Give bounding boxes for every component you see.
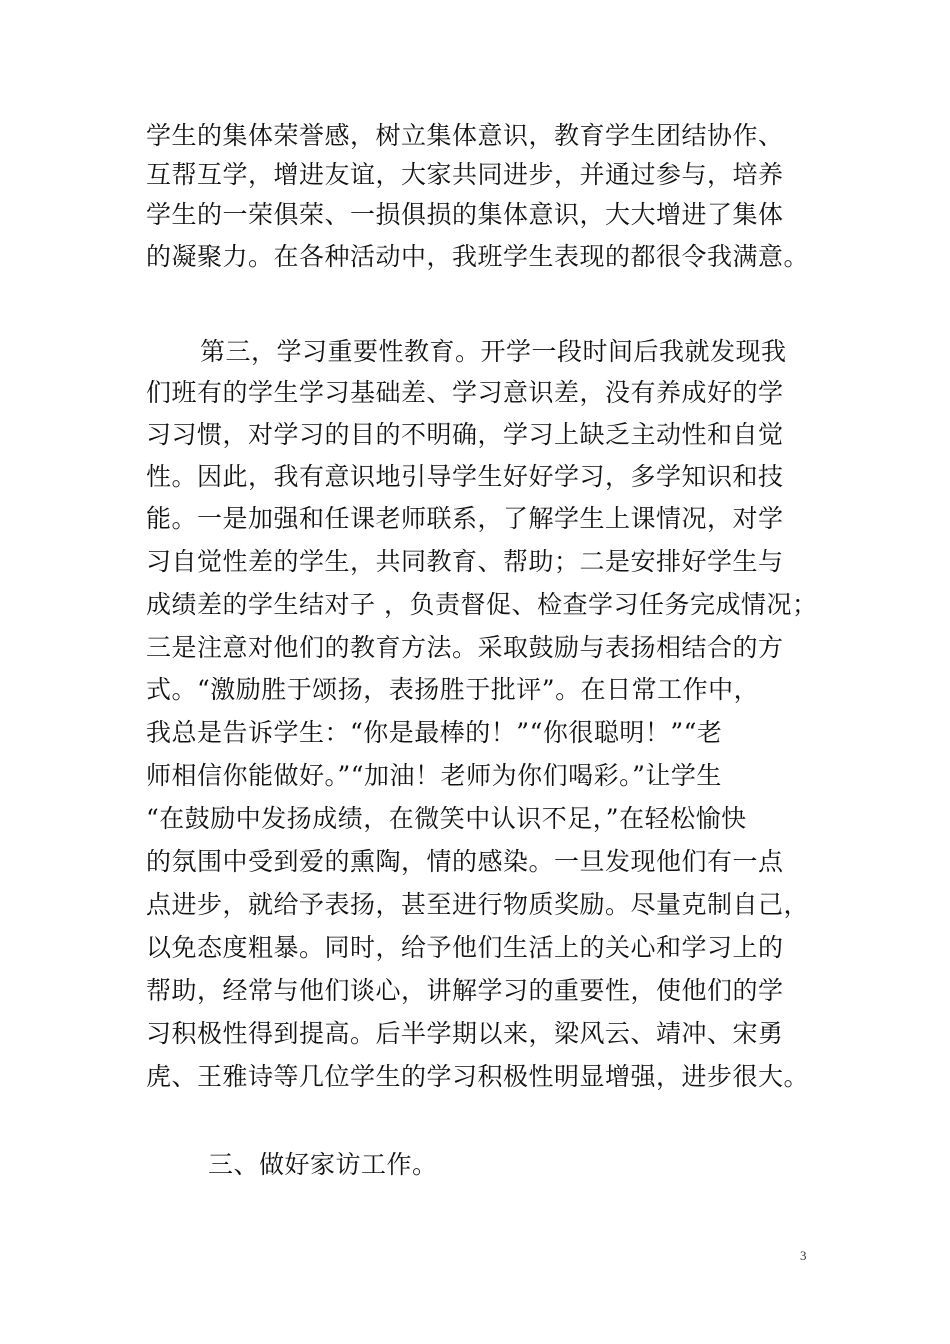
paragraph-line: 师相信你能做好。”“加油！老师为你们喝彩。”让学生 (146, 761, 722, 790)
paragraph-line: 的氛围中受到爱的熏陶，情的感染。一旦发现他们有一点 (146, 847, 784, 876)
paragraph-line: 们班有的学生学习基础差、学习意识差，没有养成好的学 (146, 378, 784, 407)
paragraph-line: 式。“激励胜于颂扬，表扬胜于批评”。在日常工作中， (146, 675, 760, 704)
paragraph-line: 我总是告诉学生：“你是最棒的！”“你很聪明！”“老 (146, 718, 723, 747)
paragraph-line: “在鼓励中发扬成绩，在微笑中认识不足，”在轻松愉快 (146, 804, 747, 833)
paragraph-line: 性。因此，我有意识地引导学生好好学习，多学知识和技 (146, 462, 784, 491)
paragraph-line: 学生的一荣俱荣、一损俱损的集体意识，大大增进了集体 (146, 200, 784, 229)
paragraph-line: 能。一是加强和任课老师联系，了解学生上课情况，对学 (146, 504, 784, 533)
paragraph-line: 习积极性得到提高。后半学期以来，梁风云、靖冲、宋勇 (146, 1019, 784, 1048)
paragraph-line: 三是注意对他们的教育方法。采取鼓励与表扬相结合的方 (146, 633, 784, 662)
page-number: 3 (800, 1248, 807, 1263)
paragraph-line: 习自觉性差的学生，共同教育、帮助；二是安排好学生与 (146, 547, 784, 576)
paragraph-line: 成绩差的学生结对子 ，负责督促、检查学习任务完成情况； (146, 590, 818, 619)
paragraph-line: 以免态度粗暴。同时，给予他们生活上的关心和学习上的 (146, 933, 784, 962)
paragraph-line: 习习惯，对学习的目的不明确，学习上缺乏主动性和自觉 (146, 420, 784, 449)
paragraph-line: 的凝聚力。在各种活动中，我班学生表现的都很令我满意。 (146, 242, 810, 271)
paragraph-line: 学生的集体荣誉感，树立集体意识，教育学生团结协作、 (146, 121, 784, 150)
paragraph-line: 虎、王雅诗等几位学生的学习积极性明显增强，进步很大。 (146, 1062, 810, 1091)
section-heading: 三、做好家访工作。 (208, 1150, 438, 1179)
paragraph-line: 第三，学习重要性教育。开学一段时间后我就发现我 (200, 337, 787, 366)
paragraph-line: 帮助，经常与他们谈心，讲解学习的重要性，使他们的学 (146, 976, 784, 1005)
paragraph-line: 点进步，就给予表扬，甚至进行物质奖励。尽量克制自己， (146, 890, 810, 919)
paragraph-line: 互帮互学，增进友谊，大家共同进步，并通过参与，培养 (146, 160, 784, 189)
